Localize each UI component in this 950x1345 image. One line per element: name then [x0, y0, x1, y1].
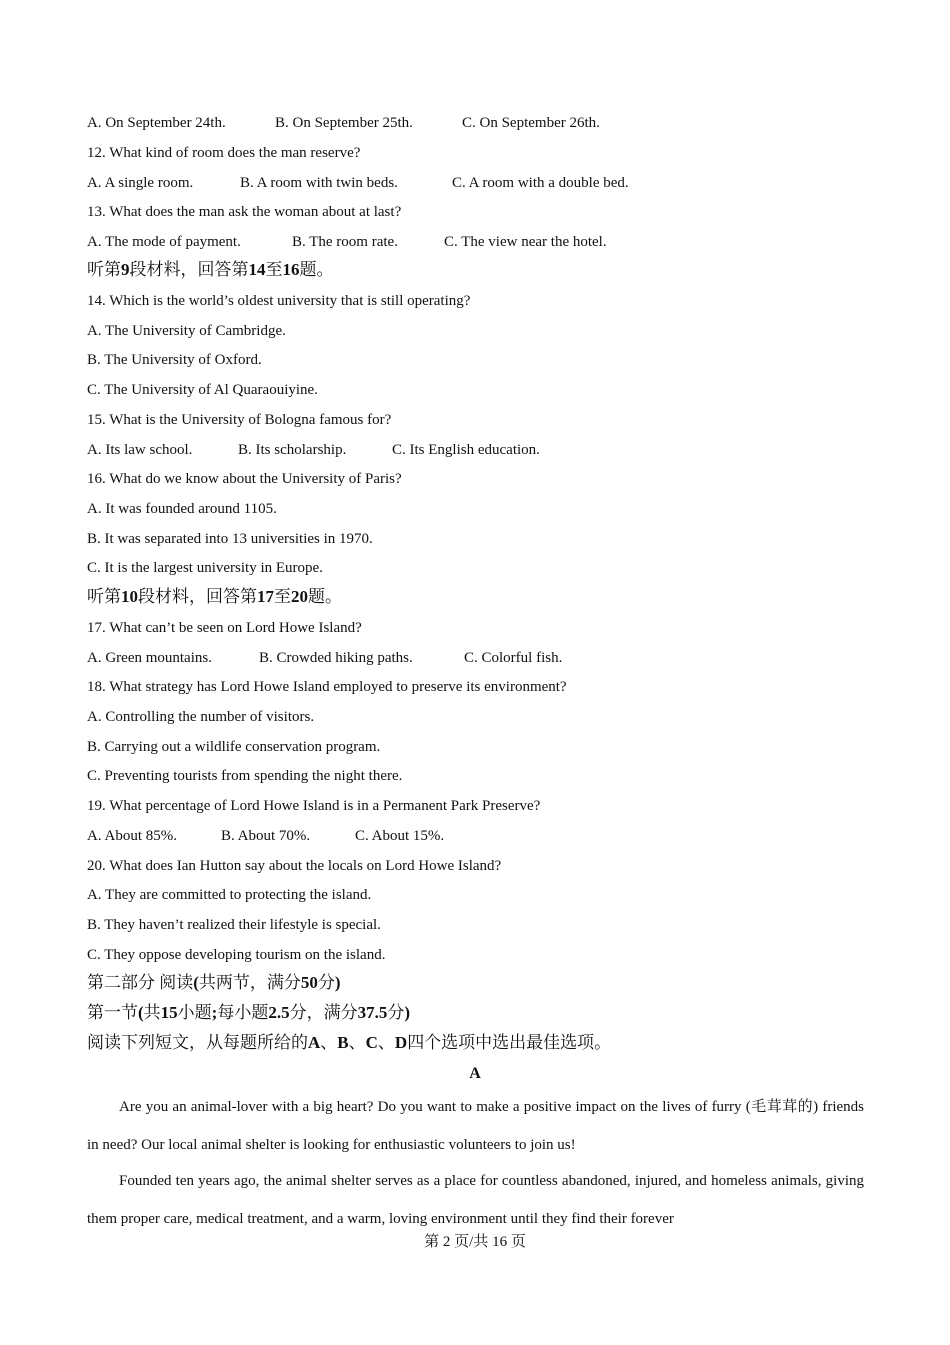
- q11-option-b: B. On September 25th.: [275, 115, 413, 131]
- q15-option-c: C. Its English education.: [392, 442, 540, 458]
- q14-option-a: A. The University of Cambridge.: [87, 323, 286, 339]
- q19-option-a: A. About 85%.: [87, 828, 177, 844]
- part-2-heading: 第二部分 阅读(共两节，满分50分): [87, 973, 341, 992]
- q14-question: 14. Which is the world’s oldest university that is still operating?: [87, 293, 471, 309]
- section-10-heading: 听第10段材料，回答第17至20题。: [87, 587, 342, 606]
- q18-question: 18. What strategy has Lord Howe Island employed to preserve its environment?: [87, 679, 567, 695]
- q18-option-a: A. Controlling the number of visitors.: [87, 709, 315, 725]
- q13-option-c: C. The view near the hotel.: [444, 234, 607, 250]
- q16-option-c: C. It is the largest university in Europe.: [87, 560, 323, 576]
- q17-question: 17. What can’t be seen on Lord Howe Island?: [87, 620, 362, 636]
- q15-question: 15. What is the University of Bologna famous for?: [87, 412, 392, 428]
- q16-option-b: B. It was separated into 13 universities in 1970.: [87, 531, 373, 547]
- q13-options: [87, 232, 607, 252]
- q16-question: 16. What do we know about the University of Paris?: [87, 471, 402, 487]
- q12-question: 12. What kind of room does the man reserve?: [87, 145, 361, 161]
- q17-options: [87, 648, 562, 668]
- q17-option-c: C. Colorful fish.: [464, 650, 563, 666]
- q12-option-a: A. A single room.: [87, 175, 194, 191]
- q11-option-a: A. On September 24th.: [87, 115, 226, 131]
- section-9-heading: 听第9段材料，回答第14至16题。: [87, 260, 334, 279]
- q19-options: [87, 826, 444, 846]
- q20-option-a: A. They are committed to protecting the island.: [87, 887, 372, 903]
- reading-instruction: 阅读下列短文，从每题所给的A、B、C、D四个选项中选出最佳选项。: [87, 1033, 612, 1052]
- q20-option-c: C. They oppose developing tourism on the island.: [87, 947, 386, 963]
- q17-option-a: A. Green mountains.: [87, 650, 212, 666]
- q12-options: [87, 173, 629, 193]
- section-1-heading: 第一节(共15小题;每小题2.5分，满分37.5分): [87, 1003, 411, 1022]
- passage-paragraph-1: Are you an animal-lover with a big heart? Do you want to make a positive impact on the lives of furry (毛茸茸的) friends in need? Our local animal shelter is looking for enthusiastic volunteers to join us!: [87, 1099, 864, 1153]
- q13-question: 13. What does the man ask the woman about at last?: [87, 204, 402, 220]
- q11-option-c: C. On September 26th.: [462, 115, 600, 131]
- q14-option-c: C. The University of Al Quaraouiyine.: [87, 382, 318, 398]
- q18-option-c: C. Preventing tourists from spending the night there.: [87, 768, 403, 784]
- q11-options: [87, 113, 600, 133]
- passage-paragraph-2: Founded ten years ago, the animal shelter serves as a place for countless abandoned, injured, and homeless animals, giving them proper care, medical treatment, and a warm, loving environment until they find their forever: [87, 1173, 864, 1227]
- q15-options: [87, 440, 540, 460]
- q18-option-b: B. Carrying out a wildlife conservation program.: [87, 739, 381, 755]
- q15-option-a: A. Its law school.: [87, 442, 193, 458]
- q12-option-b: B. A room with twin beds.: [240, 175, 398, 191]
- q20-question: 20. What does Ian Hutton say about the locals on Lord Howe Island?: [87, 858, 502, 874]
- q17-option-b: B. Crowded hiking paths.: [259, 650, 413, 666]
- q13-option-a: A. The mode of payment.: [87, 234, 241, 250]
- q15-option-b: B. Its scholarship.: [238, 442, 347, 458]
- q19-question: 19. What percentage of Lord Howe Island is in a Permanent Park Preserve?: [87, 798, 541, 814]
- q19-option-c: C. About 15%.: [355, 828, 445, 844]
- q16-option-a: A. It was founded around 1105.: [87, 501, 277, 517]
- q19-option-b: B. About 70%.: [221, 828, 311, 844]
- q12-option-c: C. A room with a double bed.: [452, 175, 629, 191]
- page-footer: 第 2 页/共 16 页: [424, 1234, 526, 1250]
- q14-option-b: B. The University of Oxford.: [87, 352, 262, 368]
- q13-option-b: B. The room rate.: [292, 234, 398, 250]
- passage-heading: A: [469, 1065, 481, 1082]
- q20-option-b: B. They haven’t realized their lifestyle is special.: [87, 917, 381, 933]
